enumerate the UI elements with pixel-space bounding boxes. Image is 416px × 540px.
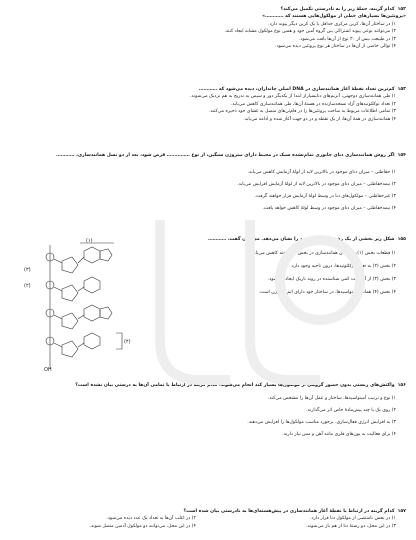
question-stem xyxy=(56,152,406,159)
option-3[interactable]: ۳) در این محل، دو رشتهٔ دنا از هم باز می‌شوند. xyxy=(305,523,396,529)
question-156 xyxy=(75,382,406,441)
figure-label-1: (۱) xyxy=(86,238,93,244)
option-2[interactable]: ۲) در اغلب آن‌ها به تعداد یک عدد دیده می‌شود. xyxy=(106,516,196,522)
option-4[interactable]: ۴) همانندسازی در همهٔ آن‌ها، از یک نقطه و در دو جهت آغاز شده و ادامه می‌یابد. xyxy=(243,116,396,122)
option-4[interactable]: ۴) توالی خاصی از آن‌ها در ساختار هر نوع پروتئین دیده می‌شود. xyxy=(275,44,396,50)
option-4[interactable]: ۴) برای فعالیت به یون‌های فلزی مانند آهن و مس نیاز دارند. xyxy=(282,432,396,438)
option-1[interactable]: ۱) در ساختار آن‌ها، کربن مرکزی حداقل با یک کربن دیگر پیوند دارد. xyxy=(268,21,396,27)
base-ring xyxy=(100,249,112,261)
question-stem xyxy=(75,382,406,389)
nucleic-acid-figure xyxy=(20,237,160,372)
option-1[interactable]: ۱) در بخش نامنتصی از مولکول دنا قرار دارد. xyxy=(309,516,396,522)
option-1[interactable]: ۱) نوع و ترتیب آمینواسیدها، ساختار و عمل آن‌ها را مشخص می‌کند. xyxy=(267,396,396,402)
question-text: کدام گزینه، جملهٔ زیر را به نادرستی تکمیل می‌کند؟ xyxy=(280,7,395,12)
base-ring xyxy=(84,277,100,293)
question-text: کم‌ترین تعداد نقطهٔ آغاز همانندسازی در DNA اصلی جانداران، دیده می‌شود که ………… xyxy=(198,87,395,92)
figure-oh-label: OH xyxy=(44,367,52,372)
base-ring xyxy=(100,307,112,319)
option-2[interactable]: ۲) می‌توانند نوعی پیوند اشتراکی بین گروه آمین خود و همین نوع مولکول مشابه ایجاد کنند. xyxy=(224,29,396,35)
question-number: ۱۵۳ xyxy=(397,87,406,92)
question-153 xyxy=(190,86,406,123)
question-number: ۱۵۵ xyxy=(397,237,406,242)
option-2[interactable]: ۲) بخش (۲) به تعداد نوکلئوتیدها، درون ناحیه وجود دارد. xyxy=(290,264,396,270)
figure-label-2: (۲) xyxy=(24,283,31,289)
question-text: واکنش‌های زیستی بدون حضور گروهی از مولکول‌ها بسیار کند انجام می‌شوند. کدام گزینه در ارتباط با تمامی آن‌ها به درستی بیان نشده است؟ xyxy=(75,383,395,388)
sugar-ring xyxy=(62,341,78,357)
option-4[interactable]: ۴) نیمه‌حفاظتی – میزان دنای موجود در وسط لولهٔ کاهش خواهد یافت. xyxy=(262,206,396,212)
question-152 xyxy=(224,6,406,50)
base-ring xyxy=(84,333,100,349)
question-subtext: «پروتئین‌ها بسپارهای خطی از مولکول‌هایی هستند که …………» xyxy=(262,14,406,20)
question-157 xyxy=(6,508,406,530)
question-number: ۱۵۶ xyxy=(397,383,406,388)
option-3[interactable]: ۳) در طبیعت بیش از ۲۰ نوع از آن‌ها یافت می‌شود. xyxy=(298,36,396,42)
question-154 xyxy=(56,152,406,215)
option-1[interactable]: ۱) طی همانندسازی دوجهتی، آنزیم‌های دنابسپاراز ابتدا از یکدیگر دور و سپس به تدریج به هم نزدیک می‌شوند. xyxy=(189,94,396,100)
sugar-ring xyxy=(62,257,78,273)
figure-label-3: (۳) xyxy=(24,267,31,273)
option-3[interactable]: ۳) تمامی اطلاعات مربوط به ساخت پروتئین‌ها را در فام‌تن‌های متصل به غشای خود ذخیره می‌کنند. xyxy=(208,109,396,115)
base-ring xyxy=(84,247,100,263)
option-3[interactable]: ۳) بخش (۳) از آنیلکالت کمی شناسنده در روند ناریک ایجاد می‌شود. xyxy=(267,277,396,283)
options-row xyxy=(6,523,406,530)
option-2[interactable]: ۲) نیمه‌حفاظتی – میزان دنای موجود در بالاترین لایه از لولهٔ آزمایش افزایش می‌یابد. xyxy=(237,182,396,188)
question-text: کدام گزینه در ارتباط با نقطهٔ آغاز همانندسازی در پیش‌هسته‌ای‌ها به نادرستی بیان شده است؟ xyxy=(183,509,395,514)
option-3[interactable]: ۳) به افزایش انرژی فعال‌سازی، برخورد مناسب مولکول‌ها را افزایش می‌دهند. xyxy=(247,420,396,426)
options-row xyxy=(6,515,406,522)
figure-label-4: (۴) xyxy=(124,339,131,345)
question-text: اگر روش همانندسازی دنای جانوری تمام‌نشده سبک در محیط دارای نیتروژن سنگین، از نوع …………… فرض شود، بعد از دو نسل همانندسازی، ………… xyxy=(56,153,395,158)
question-text: شکل زیر بخشی از یک رشتهٔ نوکلئیک اسید را نشان می‌دهد. می‌توان گفت، ………… xyxy=(207,237,395,242)
option-3[interactable]: ۳) غیرحفاظتی – مولکول‌های دنا در وسط لولهٔ آزمایش قرار خواهند گرفت. xyxy=(254,194,396,200)
option-4[interactable]: ۴) بخش (۴) همانند آمینواسیدها، در ساختار خود دارای اتم نیتروژن است. xyxy=(258,290,396,296)
question-number: ۱۵۲ xyxy=(397,7,406,12)
option-1[interactable]: ۱) حفاظتی – میزان دنای موجود در بالاترین لایه از لولهٔ آزمایش کاهش می‌یابد. xyxy=(247,170,396,176)
sugar-ring xyxy=(62,285,78,301)
option-4[interactable]: ۴) در این محل، می‌توانند دو مولکول آدمین متصل شوند. xyxy=(89,523,196,529)
question-155 xyxy=(208,236,406,299)
question-number: ۱۵۷ xyxy=(397,509,406,514)
question-stem xyxy=(6,508,406,515)
question-number: ۱۵۴ xyxy=(397,153,406,158)
option-1[interactable]: ۱) قطعات بخش (۱)، در زمان همانندسازی در بخش (۲) پاخته کاهش می‌یابد. xyxy=(250,251,396,257)
option-2[interactable]: ۲) روی یک یا چند پیش‌مادهٔ خاص اثر می‌گذارند. xyxy=(306,408,396,414)
option-2[interactable]: ۲) تعداد نوکلئوتیدهای آزاد نسخه‌سازنده در هستهٔ آن‌ها، طی همانندسازی کاهش می‌یابد. xyxy=(230,101,396,107)
base-ring xyxy=(84,305,100,321)
question-stem xyxy=(190,86,406,93)
sugar-ring xyxy=(62,313,78,329)
question-stem xyxy=(224,6,406,13)
question-stem xyxy=(208,236,406,243)
